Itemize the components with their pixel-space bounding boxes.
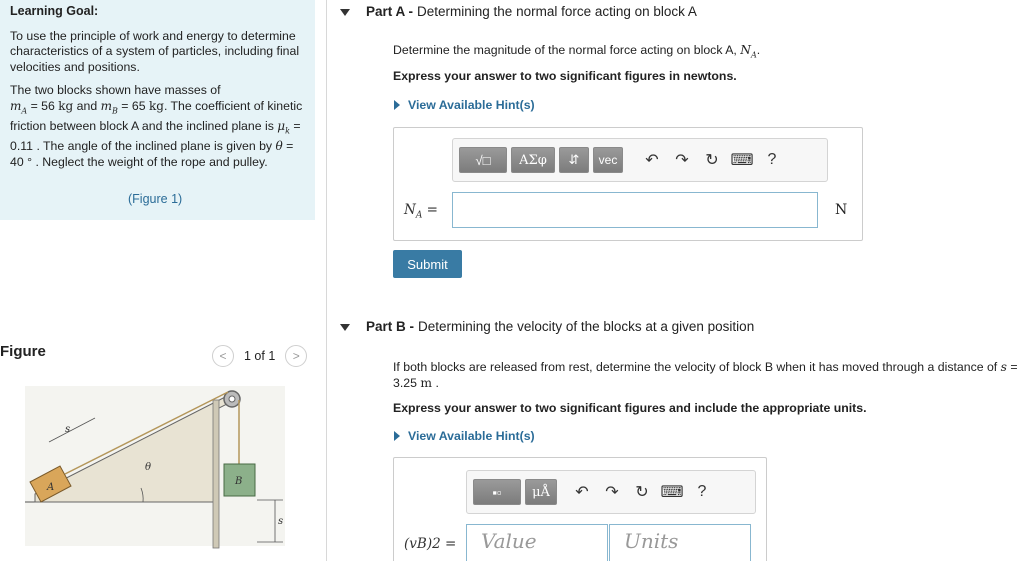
sqrt-template-button[interactable]: √□ — [459, 147, 507, 173]
part-a-toolbar — [452, 138, 828, 182]
help-icon[interactable]: ? — [767, 151, 777, 168]
keyboard-icon[interactable]: ⌨ — [730, 152, 754, 169]
part-a-instruction: Express your answer to two significant figures in newtons. — [393, 69, 737, 83]
incline-figure — [25, 382, 295, 552]
goal-problem: The two blocks shown have masses of $m_A = 56$ kg and $m_B = 65$ kg. The coefficient of kinetic friction between block A and the inclined plane is $\mu_k = 0.11$ . The angle of the inclined plane is given by θ = 40 ° . Neglect the weight of the rope and pulley. — [10, 83, 303, 169]
figure-pager — [212, 345, 307, 367]
na-unit-label: N — [835, 202, 848, 218]
collapse-caret-icon[interactable] — [340, 324, 350, 331]
prev-figure-button[interactable]: < — [212, 345, 234, 367]
submit-button[interactable]: Submit — [393, 250, 462, 278]
block-a-label: A — [47, 482, 55, 493]
help-icon[interactable]: ? — [697, 483, 707, 500]
figure-heading: Figure — [0, 343, 46, 360]
units-button[interactable]: μÅ — [525, 479, 557, 505]
part-b-title: Determining the velocity of the blocks at a given position — [418, 319, 755, 334]
part-b-instruction: Express your answer to two significant figures and include the appropriate units. — [393, 401, 867, 415]
s-label-vertical: s — [278, 516, 284, 527]
part-a-answer-box — [393, 127, 863, 241]
part-a-question: Determine the magnitude of the normal force acting on block A, $N_A$. — [393, 43, 761, 60]
na-label: $N_A$ = — [404, 202, 438, 221]
block-b-label: B — [235, 476, 243, 487]
theta-label: θ — [145, 462, 152, 473]
goal-intro: To use the principle of work and energy to determine characteristics of a system of particles, including final velocities and positions. — [10, 28, 300, 74]
undo-icon[interactable]: ↶ — [575, 484, 589, 501]
part-b-header[interactable] — [366, 319, 754, 334]
vector-button[interactable]: vec — [593, 147, 623, 173]
redo-icon[interactable]: ↷ — [605, 484, 619, 501]
value-input[interactable]: Value — [466, 524, 608, 561]
next-figure-button[interactable]: > — [285, 345, 307, 367]
redo-icon[interactable]: ↷ — [675, 152, 689, 169]
part-a-header[interactable] — [366, 4, 697, 19]
pager-count: 1 of 1 — [244, 349, 276, 363]
keyboard-icon[interactable]: ⌨ — [660, 484, 684, 501]
na-answer-input[interactable] — [452, 192, 818, 228]
collapse-caret-icon[interactable] — [340, 9, 350, 16]
part-b-answer-box — [393, 457, 767, 561]
part-a-hint-link[interactable]: View Available Hint(s) — [394, 98, 535, 112]
s-label-incline: s — [65, 424, 71, 435]
goal-heading: Learning Goal: — [10, 4, 99, 18]
expand-triangle-icon — [394, 431, 400, 441]
templates-button[interactable]: ▪▫ — [473, 479, 521, 505]
learning-goal — [0, 0, 315, 220]
reset-icon[interactable]: ↻ — [635, 484, 649, 501]
pulley-hub — [229, 396, 235, 402]
undo-icon[interactable]: ↶ — [645, 152, 659, 169]
left-panel — [0, 0, 327, 561]
support-post — [213, 400, 219, 548]
reset-icon[interactable]: ↻ — [705, 152, 719, 169]
vb2-label: (vB)2 = — [404, 536, 457, 552]
greek-symbols-button[interactable]: ΑΣφ — [511, 147, 555, 173]
part-a-title: Determining the normal force acting on block A — [417, 4, 697, 19]
right-panel — [328, 0, 1024, 561]
figure-1-link[interactable]: (Figure 1) — [128, 192, 183, 206]
part-b-hint-link[interactable]: View Available Hint(s) — [394, 429, 535, 443]
part-b-label: Part B - — [366, 319, 415, 334]
part-a-label: Part A - — [366, 4, 414, 19]
units-input[interactable]: Units — [609, 524, 751, 561]
expand-triangle-icon — [394, 100, 400, 110]
part-b-toolbar — [466, 470, 756, 514]
part-b-question: If both blocks are released from rest, determine the velocity of block B when it has moved through a distance of s = 3.25 m . — [393, 360, 1018, 390]
subscript-superscript-button[interactable]: ⇵ — [559, 147, 589, 173]
